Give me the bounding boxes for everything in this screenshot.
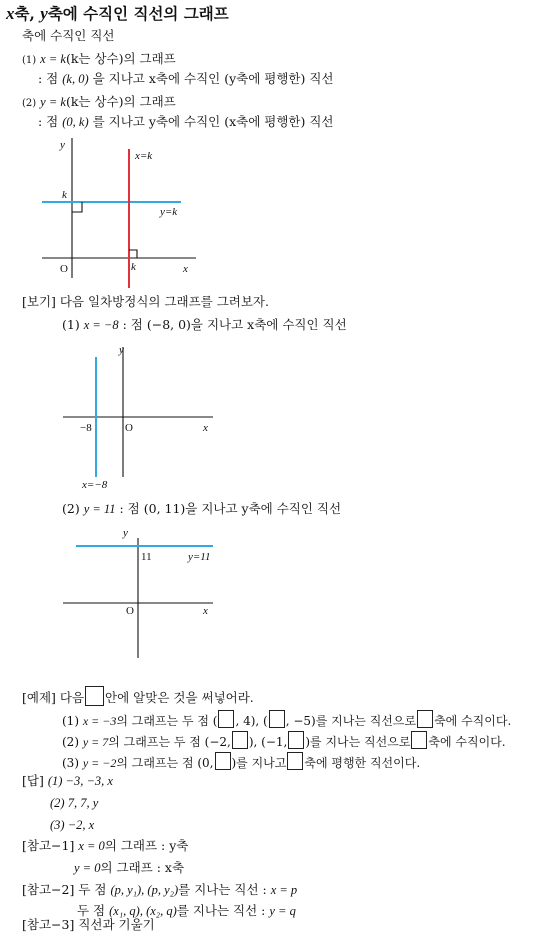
graph3-y-label: y — [123, 527, 128, 539]
q1-b: , 4), ( — [235, 714, 268, 728]
ref2-pts1: (p, y₁), (p, y₂) — [110, 883, 179, 897]
ref2-pre1: 두 점 — [78, 882, 111, 897]
ref2-res1: x = p — [270, 883, 298, 897]
graph3-tick: 11 — [141, 551, 152, 563]
graph1-hline-label: y=k — [160, 206, 178, 218]
graph1-x-label: x — [183, 263, 188, 275]
item2-num: (2) — [22, 98, 37, 109]
title-var-y: y — [40, 4, 48, 23]
graph2 — [63, 344, 213, 491]
graph1-y-label: y — [60, 139, 65, 151]
exercise-q1 — [62, 710, 511, 728]
graph2-y-label: y — [119, 344, 124, 356]
blank-box[interactable] — [85, 686, 104, 706]
title-part2: 축에 수직인 직선의 그래프 — [47, 4, 229, 23]
graph1-right-angle-y — [72, 202, 82, 212]
exercise-head — [22, 686, 254, 706]
ref2-post2: 를 지나는 직선 : — [176, 903, 270, 918]
item1-desc-post: 을 지나고 x축에 수직인 (y축에 평행한) 직선 — [92, 71, 334, 86]
ref1-eq1: x = 0 — [78, 839, 105, 853]
graph3-origin: O — [126, 605, 134, 617]
item2-paren: (k는 상수) — [65, 94, 124, 109]
exercise-post: 안에 알맞은 것을 써넣어라. — [105, 690, 254, 705]
q3-b: )를 지나고 — [231, 756, 287, 770]
ref2-line1 — [22, 884, 297, 897]
q1-blank-1[interactable] — [218, 710, 234, 728]
q1-num: (1) — [62, 714, 79, 728]
example-text: 다음 일차방정식의 그래프를 그려보자. — [59, 294, 269, 309]
q3-eq: y = −2 — [82, 756, 117, 770]
item2-tail: 의 그래프 — [123, 94, 176, 109]
example-1-eq: x = −8 — [83, 318, 119, 332]
intro-text: 축에 수직인 직선 — [22, 28, 115, 43]
ref1-eq2: y = 0 — [74, 861, 101, 875]
q3-c: 축에 평행한 직선이다. — [304, 756, 421, 770]
item1-eq: x = k — [40, 52, 66, 66]
example-1 — [62, 319, 347, 332]
graph1-vline-label: x=k — [135, 150, 153, 162]
q2-blank-2[interactable] — [288, 731, 304, 749]
q3-num: (3) — [62, 756, 79, 770]
ref1-tag: [참고−1] — [22, 838, 75, 853]
ref3-tag: [참고−3] — [22, 917, 75, 932]
ref2-post1: 를 지나는 직선 : — [178, 882, 271, 897]
item1-paren: (k는 상수) — [65, 51, 124, 66]
answer-2: (2) 7, 7, y — [50, 796, 99, 810]
ref2-pts2: (x₁, q), (x₂, q) — [109, 904, 177, 918]
q2-blank-1[interactable] — [232, 731, 248, 749]
answer-a1: (1) −3, −3, x — [47, 774, 113, 788]
ref3-text: 직선과 기울기 — [78, 917, 155, 932]
ref2-line2 — [77, 905, 296, 918]
item1-tail: 의 그래프 — [123, 51, 176, 66]
ref2-res2: y = q — [269, 904, 296, 918]
graph1-origin: O — [60, 263, 68, 275]
graph2-origin: O — [125, 422, 133, 434]
graph2-x-label: x — [203, 422, 208, 434]
graph1-k-y: k — [62, 189, 67, 201]
graph1-k-x: k — [131, 261, 136, 273]
example-2 — [62, 503, 341, 516]
q2-blank-3[interactable] — [411, 731, 427, 749]
ref3-line — [22, 919, 155, 932]
exercise-q2 — [62, 731, 506, 749]
q1-c: , −5)를 지나는 직선으로 — [285, 714, 417, 728]
item1-desc-pre: : 점 — [38, 71, 63, 86]
item1-num: (1) — [22, 55, 37, 66]
answer-tag: [답] — [22, 773, 44, 788]
exercise-tag: [예제] — [22, 690, 56, 705]
q2-b: ), (−1, — [248, 735, 288, 749]
q2-d: 축에 수직이다. — [428, 735, 506, 749]
exercise-q3 — [62, 752, 420, 770]
q3-blank-2[interactable] — [287, 752, 303, 770]
graph2-tick: −8 — [80, 422, 92, 434]
q2-eq: y = 7 — [82, 735, 109, 749]
example-tag: [보기] — [22, 294, 56, 309]
item2-desc-post: 를 지나고 y축에 수직인 (x축에 평행한) 직선 — [92, 114, 334, 129]
q1-blank-2[interactable] — [269, 710, 285, 728]
q1-a: 의 그래프는 두 점 ( — [116, 714, 218, 728]
q1-d: 축에 수직이다. — [434, 714, 512, 728]
graph3-x-label: x — [203, 605, 208, 617]
title-var-x: x — [6, 4, 15, 23]
answer-3: (3) −2, x — [50, 818, 95, 832]
q1-blank-3[interactable] — [417, 710, 433, 728]
ref2-tag: [참고−2] — [22, 882, 75, 897]
example-2-eq: y = 11 — [83, 502, 116, 516]
ref1-rest2: 의 그래프 : x축 — [100, 860, 185, 875]
q2-c: )를 지나는 직선으로 — [305, 735, 411, 749]
q1-eq: x = −3 — [82, 714, 117, 728]
graph1 — [42, 138, 196, 288]
q2-num: (2) — [62, 735, 79, 749]
example-1-rest: : 점 (−8, 0)을 지나고 x축에 수직인 직선 — [122, 317, 347, 332]
item2-desc-pre: : 점 — [38, 114, 63, 129]
ref2-pre2: 두 점 — [77, 903, 110, 918]
q3-blank-1[interactable] — [215, 752, 231, 770]
item1-point: (k, 0) — [62, 72, 89, 86]
ref1-line1 — [22, 840, 188, 853]
title-part1: 축, — [14, 4, 41, 23]
graph2-line-label: x=−8 — [82, 479, 108, 491]
item2-point: (0, k) — [62, 115, 89, 129]
graph3 — [63, 527, 213, 658]
q2-a: 의 그래프는 두 점 (−2, — [108, 735, 231, 749]
answer-1 — [22, 775, 113, 788]
graph1-right-angle-x — [129, 250, 137, 258]
example-1-num: (1) — [62, 317, 80, 332]
example-head — [22, 296, 269, 309]
item2-eq: y = k — [40, 95, 66, 109]
q3-a: 의 그래프는 점 (0, — [116, 756, 214, 770]
exercise-pre: 다음 — [59, 690, 85, 705]
ref1-rest1: 의 그래프 : y축 — [104, 838, 189, 853]
example-2-num: (2) — [62, 501, 80, 516]
graph3-line-label: y=11 — [188, 551, 211, 563]
ref1-line2 — [74, 862, 184, 875]
example-2-rest: : 점 (0, 11)을 지나고 y축에 수직인 직선 — [119, 501, 342, 516]
